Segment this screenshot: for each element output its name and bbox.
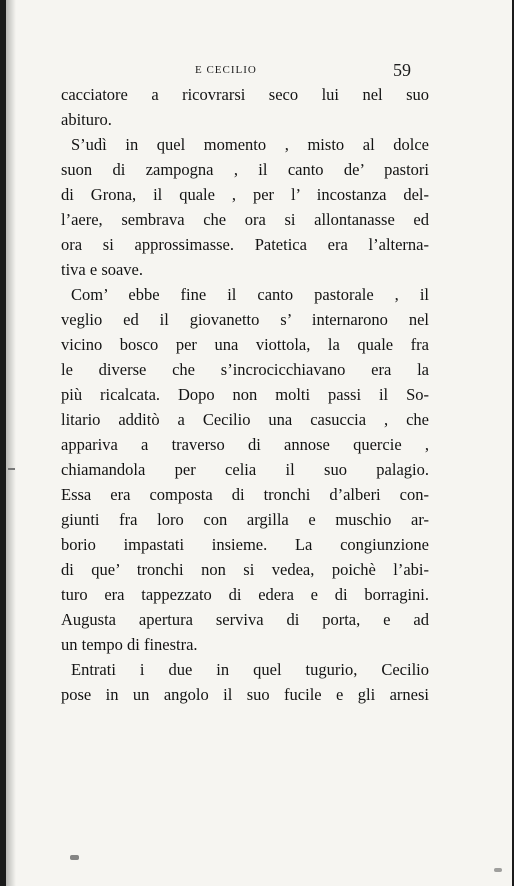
text-line: Essa era composta di tronchi d’alberi con-: [61, 485, 429, 504]
ink-speck: [70, 855, 79, 860]
text-line: litario additò a Cecilio una casuccia , che: [61, 410, 429, 429]
text-line: vicino bosco per una viottola, la quale fra: [61, 335, 429, 354]
text-line: più ricalcata. Dopo non molti passi il So-: [61, 385, 429, 404]
text-line: suon di zampogna , il canto de’ pastori: [61, 160, 429, 179]
text-line: di que’ tronchi non si vedea, poichè l’abi-: [61, 560, 429, 579]
text-line: chiamandola per celia il suo palagio.: [61, 460, 429, 479]
gutter-shadow: [6, 0, 16, 886]
text-line: veglio ed il giovanetto s’ internarono nel: [61, 310, 429, 329]
book-page: [6, 0, 512, 886]
text-line: turo era tappezzato di edera e di borragini.: [61, 585, 429, 604]
text-line: Augusta apertura serviva di porta, e ad: [61, 610, 429, 629]
text-line: un tempo di finestra.: [61, 635, 198, 654]
text-line: ora si approssimasse. Patetica era l’alterna-: [61, 235, 429, 254]
body-text: [61, 82, 429, 707]
text-line: giunti fra loro con argilla e muschio ar-: [61, 510, 429, 529]
text-line: le diverse che s’incrocicchiavano era la: [61, 360, 429, 379]
text-line: di Grona, il quale , per l’ incostanza del-: [61, 185, 429, 204]
text-line: borio impastati insieme. La congiunzione: [61, 535, 429, 554]
ink-speck: [494, 868, 502, 872]
paragraph-first-line: S’udì in quel momento , misto al dolce: [71, 135, 429, 154]
text-line: l’aere, sembrava che ora si allontanasse ed: [61, 210, 429, 229]
text-line: abituro.: [61, 110, 112, 129]
paragraph-first-line: Entrati i due in quel tugurio, Cecilio: [71, 660, 429, 679]
text-line: cacciatore a ricovrarsi seco lui nel suo: [61, 85, 429, 104]
text-line: appariva a traverso di annose quercie ,: [61, 435, 429, 454]
page-number: 59: [393, 60, 411, 80]
margin-mark: [8, 468, 15, 470]
paragraph-first-line: Com’ ebbe fine il canto pastorale , il: [71, 285, 429, 304]
text-line: tiva e soave.: [61, 260, 144, 279]
page-header: [6, 60, 512, 84]
running-head: E CECILIO: [195, 64, 257, 76]
text-line: pose in un angolo il suo fucile e gli arnesi: [61, 685, 429, 704]
